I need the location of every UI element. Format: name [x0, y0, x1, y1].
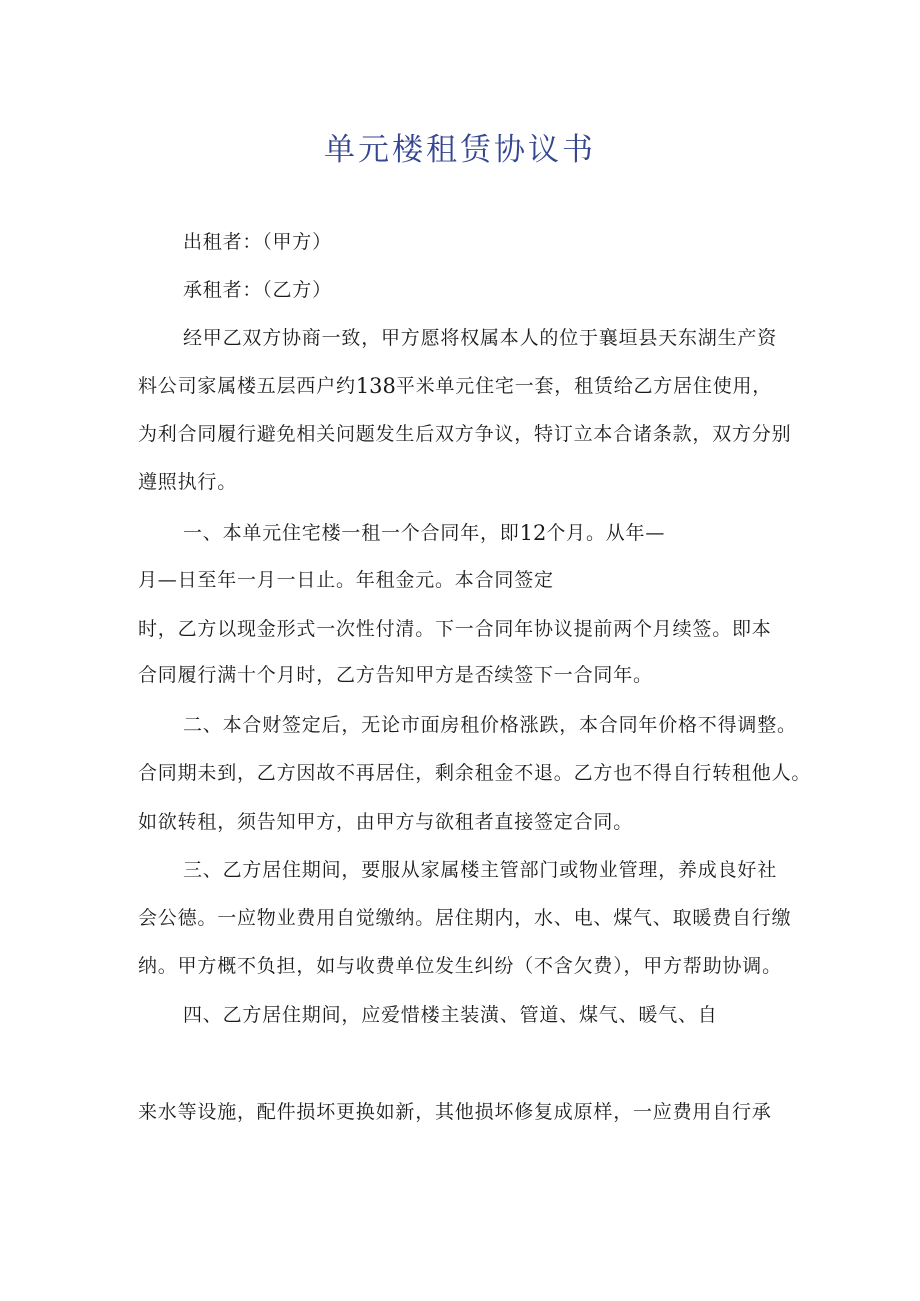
intro-line-3: 为利合同履行避免相关问题发生后双方争议，特订立本合诸条款，双方分别	[138, 423, 792, 445]
clause2-line-1: 二、本合财签定后，无论市面房租价格涨跌，本合同年价格不得调整。	[183, 714, 797, 736]
intro-line-2-pre: 料公司家属楼五层西户约	[138, 375, 356, 397]
clause1-line-3: 时，乙方以现金形式一次性付清。下一合同年协议提前两个月续签。即本	[138, 618, 772, 640]
clause4-line-1: 四、乙方居住期间，应爱惜楼主装潢、管道、煤气、暖气、自	[183, 1004, 718, 1026]
clause1-line-1	[183, 518, 665, 547]
intro-line-2-post: 平米单元住宅一套，租赁给乙方居住使用，	[395, 375, 773, 397]
lessor-line: 出租者：（甲方）	[183, 231, 332, 253]
clause3-line-2: 会公德。一应物业费用自觉缴纳。居住期内，水、电、煤气、取暖费自行缴	[138, 907, 792, 929]
months-value: 12	[519, 521, 547, 545]
clause1-line-1-pre: 一、本单元住宅楼一租一个合同年，即	[183, 522, 520, 544]
intro-line-1: 经甲乙双方协商一致，甲方愿将权属本人的位于襄垣县天东湖生产资	[183, 327, 778, 349]
clause1-line-4: 合同履行满十个月时，乙方告知甲方是否续签下一合同年。	[138, 664, 653, 686]
clause1-line-2: 月—日至年一月一日止。年租金元。本合同签定	[138, 569, 554, 591]
document-title: 单元楼租赁协议书	[324, 132, 596, 168]
intro-line-4: 遵照执行。	[138, 471, 238, 493]
clause3-line-3: 纳。甲方概不负担，如与收费单位发生纠纷（不含欠费），甲方帮助协调。	[138, 955, 782, 977]
clause2-line-3: 如欲转租，须告知甲方，由甲方与欲租者直接签定合同。	[138, 811, 634, 833]
area-value: 138	[355, 374, 396, 398]
clause2-line-2: 合同期未到，乙方因故不再居住，剩余租金不退。乙方也不得自行转租他人。	[138, 762, 812, 784]
clause3-line-1: 三、乙方居住期间，要服从家属楼主管部门或物业管理，养成良好社	[183, 859, 778, 881]
clause4-line-2: 来水等设施，配件损坏更换如新，其他损坏修复成原样，一应费用自行承	[138, 1101, 772, 1123]
lessee-line: 承租者：（乙方）	[183, 279, 332, 301]
intro-line-2	[138, 371, 772, 400]
clause1-line-1-post: 个月。从年—	[546, 522, 666, 544]
